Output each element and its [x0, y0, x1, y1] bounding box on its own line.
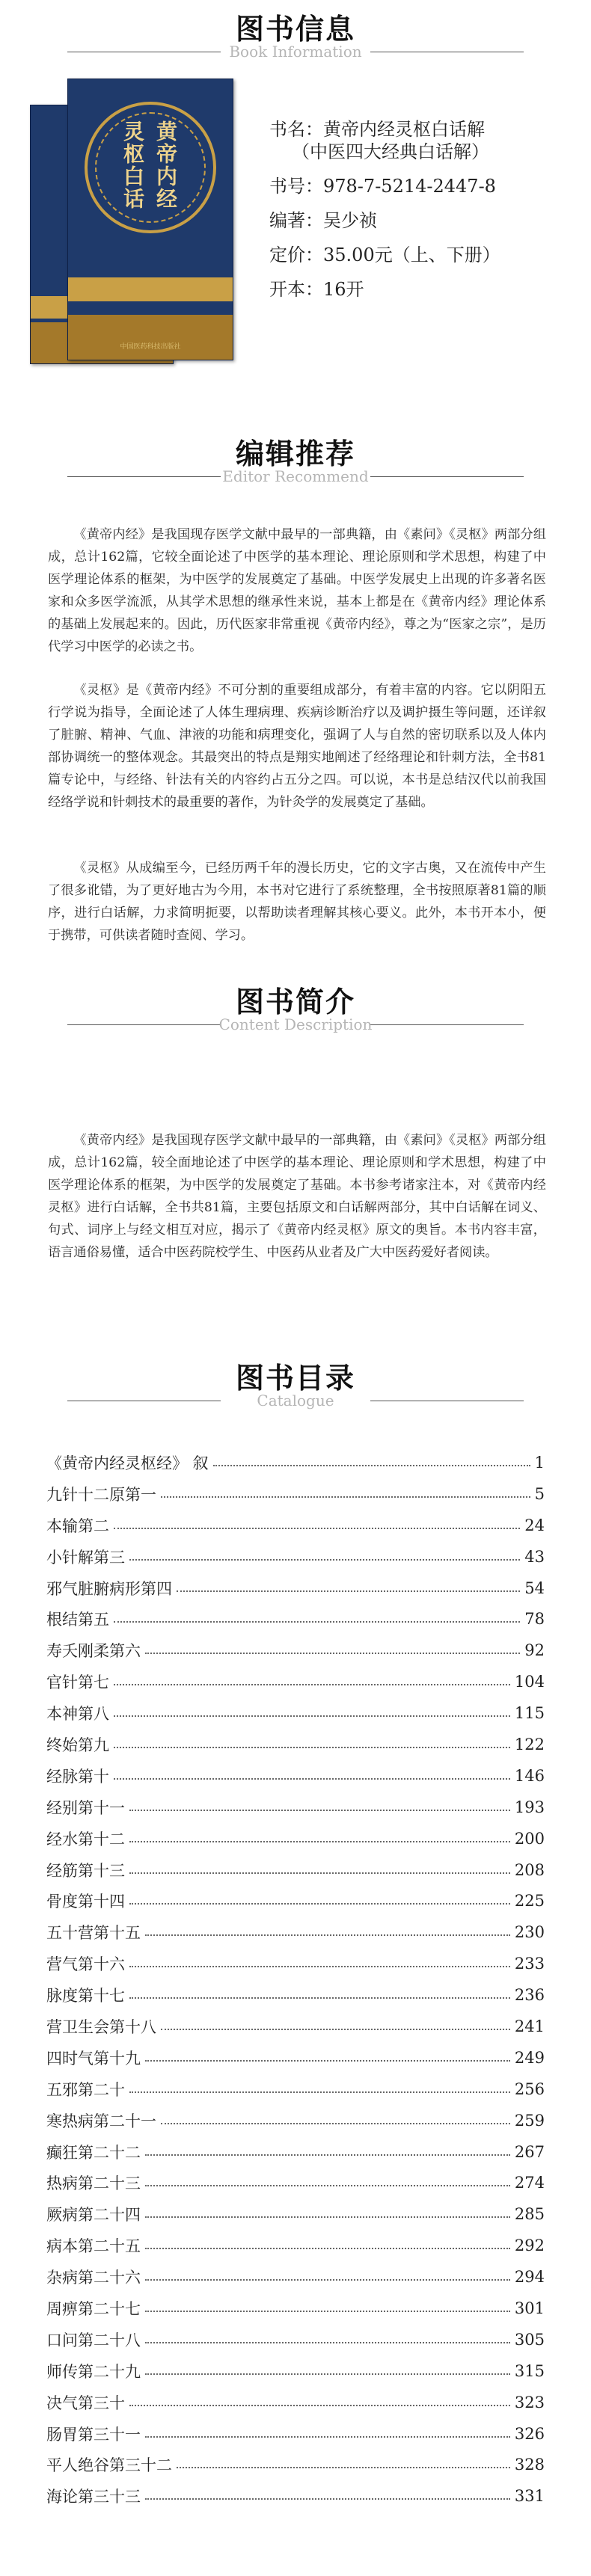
section-header-catalogue [0, 1352, 591, 1419]
book-series: （中医四大经典白话解） [292, 141, 489, 162]
toc-row [46, 2261, 545, 2293]
toc-dot-leader [114, 1528, 520, 1529]
toc-row [46, 1760, 545, 1792]
toc-chapter-title: 营卫生会第十八 [46, 2017, 156, 2036]
toc-page-number: 230 [514, 1923, 545, 1942]
toc-dot-leader [114, 1715, 510, 1717]
table-of-contents [46, 1447, 545, 2512]
cover-publisher: 中国医药科技出版社 [120, 343, 181, 351]
toc-page-number: 1 [534, 1453, 545, 1472]
info-row-isbn: 书号：978-7-5214-2447-8 [269, 176, 496, 197]
toc-chapter-title: 本神第八 [46, 1705, 109, 1724]
toc-chapter-title: 寒热病第二十一 [46, 2112, 156, 2130]
toc-row [46, 1823, 545, 1854]
toc-chapter-title: 经脉第十 [46, 1767, 109, 1786]
toc-page-number: 292 [514, 2237, 545, 2255]
toc-dot-leader [114, 1778, 510, 1780]
toc-chapter-title: 海论第三十三 [46, 2488, 141, 2506]
toc-row [46, 2324, 545, 2355]
toc-page-number: 78 [524, 1610, 545, 1629]
toc-row [46, 2293, 545, 2324]
toc-dot-leader [129, 2091, 510, 2093]
toc-page-number: 115 [514, 1704, 545, 1723]
toc-page-number: 315 [514, 2361, 545, 2380]
toc-chapter-title: 脉度第十七 [46, 1987, 125, 2005]
toc-chapter-title: 平人绝谷第三十二 [46, 2456, 172, 2475]
info-row-author: 编著：吴少祯 [269, 210, 377, 231]
book-price: 35.00元（上、下册） [323, 245, 500, 265]
toc-dot-leader [145, 2185, 510, 2186]
toc-chapter-title: 终始第九 [46, 1736, 109, 1754]
toc-page-number: 305 [514, 2330, 545, 2349]
toc-chapter-title: 邪气脏腑病形第四 [46, 1579, 172, 1598]
section-title: 图书信息 [235, 13, 355, 46]
toc-dot-leader [114, 1747, 510, 1748]
book-format: 16开 [323, 279, 364, 300]
toc-row [46, 2011, 545, 2042]
section-title: 图书目录 [235, 1362, 355, 1395]
book-author: 吴少祯 [323, 210, 377, 231]
content-description: 《黄帝内经》是我国现存医学文献中最早的一部典籍，由《素问》《灵枢》两部分组成，总计162篇，较全面地论述了中医学的基本理论、理论原则和学术思想，构建了中医学理论体系的框架，为中医学的发展奠定了基础。本书参考诸家注本，对《黄帝内经灵枢》进行白话解，全书共81篇，主要包括原文和白话解两部分，其中白话解在词义、句式、词序上与经文相互对应，揭示了《黄帝内经灵枢》原文的奥旨。本书内容丰富，语言通俗易懂，适合中医药院校学生、中医药从业者及广大中医药爱好者阅读。 [48, 1133, 546, 1260]
toc-chapter-title: 根结第五 [46, 1611, 109, 1629]
toc-dot-leader [129, 1810, 510, 1811]
toc-page-number: 323 [514, 2393, 545, 2411]
toc-dot-leader [129, 1559, 520, 1561]
toc-page-number: 104 [514, 1673, 545, 1691]
toc-row [46, 1916, 545, 1948]
toc-row [46, 1541, 545, 1573]
cover-title-line-2: 灵枢白话 [120, 120, 145, 210]
section-title: 图书简介 [235, 986, 355, 1018]
editor-paragraph: 《黄帝内经》是我国现存医学文献中最早的一部典籍，由《素问》《灵枢》两部分组成，总计162篇，它较全面论述了中医学的基本理论、理论原则和学术思想，构建了中医学理论体系的框架，为中医学的发展奠定了基础。中医学发展史上出现的许多著名医家和众多医学流派，从其学术思想的继承性来说，基本上都是在《黄帝内经》理论体系的基础上发展起来的。因此，历代医家非常重视《黄帝内经》，尊之为“医家之宗”，是历代学习中医学的必读之书。 [48, 527, 546, 654]
cover-title-line-1: 黄帝内经 [153, 120, 178, 210]
toc-row [46, 2230, 545, 2261]
toc-dot-leader [145, 2311, 510, 2312]
toc-row [46, 2074, 545, 2105]
toc-page-number: 54 [524, 1579, 545, 1597]
toc-dot-leader [145, 2154, 510, 2156]
toc-dot-leader [177, 2467, 510, 2468]
toc-dot-leader [145, 2216, 510, 2218]
toc-dot-leader [129, 2405, 510, 2406]
toc-page-number: 225 [514, 1892, 545, 1911]
section-subtitle: Catalogue [257, 1392, 334, 1410]
toc-row [46, 1603, 545, 1635]
toc-chapter-title: 《黄帝内经灵枢经》 叙 [46, 1454, 209, 1472]
toc-row [46, 2387, 545, 2418]
toc-chapter-title: 经筋第十三 [46, 1861, 125, 1880]
section-header-content [0, 976, 591, 1043]
toc-dot-leader [145, 2498, 510, 2500]
toc-dot-leader [145, 2436, 510, 2438]
toc-row [46, 2480, 545, 2512]
book-isbn: 978-7-5214-2447-8 [323, 176, 496, 197]
toc-chapter-title: 经水第十二 [46, 1830, 125, 1848]
toc-dot-leader [145, 2060, 510, 2062]
toc-chapter-title: 癫狂第二十二 [46, 2143, 141, 2162]
info-row-format: 开本：16开 [269, 279, 364, 300]
toc-page-number: 256 [514, 2079, 545, 2098]
toc-row [46, 2450, 545, 2481]
toc-chapter-title: 骨度第十四 [46, 1893, 125, 1911]
toc-dot-leader [129, 1872, 510, 1874]
toc-page-number: 331 [514, 2487, 545, 2506]
toc-page-number: 259 [514, 2111, 545, 2130]
toc-page-number: 285 [514, 2205, 545, 2224]
toc-page-number: 241 [514, 2017, 545, 2035]
toc-page-number: 236 [514, 1986, 545, 2005]
toc-page-number: 326 [514, 2424, 545, 2443]
section-header-info [0, 3, 591, 70]
toc-dot-leader [145, 1934, 510, 1936]
toc-chapter-title: 小针解第三 [46, 1548, 125, 1567]
toc-chapter-title: 口问第二十八 [46, 2331, 141, 2349]
book-cover-front [67, 79, 233, 360]
section-subtitle: Content Description [218, 1015, 373, 1033]
toc-chapter-title: 九针十二原第一 [46, 1485, 156, 1504]
toc-dot-leader [145, 2248, 510, 2249]
toc-page-number: 249 [514, 2048, 545, 2067]
editor-paragraph: 《灵枢》从成编至今，已经历两千年的漫长历史，它的文字古奥，又在流传中产生了很多讹错，为了更好地古为今用，本书对它进行了系统整理，全书按照原著81篇的顺序，进行白话解，力求简明扼要，以帮助读者理解其核心要义。此外，本书开本小，便于携带，可供读者随时查阅、学习。 [48, 861, 546, 943]
toc-dot-leader [114, 1621, 520, 1623]
toc-row [46, 2042, 545, 2074]
book-info-list [269, 118, 576, 313]
toc-row [46, 1573, 545, 1604]
toc-row [46, 1729, 545, 1760]
section-subtitle: Editor Recommend [222, 467, 369, 485]
toc-dot-leader [145, 2342, 510, 2343]
toc-row [46, 2167, 545, 2198]
toc-chapter-title: 病本第二十五 [46, 2237, 141, 2256]
toc-page-number: 24 [524, 1516, 545, 1534]
toc-page-number: 274 [514, 2174, 545, 2192]
toc-dot-leader [129, 1997, 510, 1999]
toc-row [46, 2418, 545, 2450]
toc-chapter-title: 经别第十一 [46, 1798, 125, 1817]
toc-row [46, 1478, 545, 1510]
toc-chapter-title: 营气第十六 [46, 1955, 125, 1974]
toc-chapter-title: 官针第七 [46, 1673, 109, 1692]
info-row-price: 定价：35.00元（上、下册） [269, 245, 500, 265]
book-title: 黄帝内经灵枢白话解 [323, 119, 485, 140]
toc-chapter-title: 四时气第十九 [46, 2049, 141, 2068]
toc-dot-leader [161, 1496, 530, 1498]
toc-row [46, 1510, 545, 1541]
toc-row [46, 1666, 545, 1697]
toc-page-number: 43 [524, 1547, 545, 1566]
toc-row [46, 1885, 545, 1916]
toc-dot-leader [177, 1590, 520, 1592]
toc-dot-leader [145, 1653, 520, 1654]
toc-chapter-title: 热病第二十三 [46, 2174, 141, 2193]
toc-page-number: 208 [514, 1860, 545, 1879]
toc-page-number: 200 [514, 1829, 545, 1848]
toc-chapter-title: 厥病第二十四 [46, 2206, 141, 2225]
toc-dot-leader [129, 1903, 510, 1905]
toc-chapter-title: 本输第二 [46, 1516, 109, 1535]
toc-chapter-title: 肠胃第三十一 [46, 2425, 141, 2444]
toc-dot-leader [129, 1966, 510, 1967]
toc-row [46, 1697, 545, 1729]
toc-row [46, 1948, 545, 1979]
toc-row [46, 2136, 545, 2168]
toc-page-number: 122 [514, 1735, 545, 1753]
toc-page-number: 301 [514, 2299, 545, 2317]
toc-chapter-title: 师传第二十九 [46, 2362, 141, 2381]
toc-page-number: 193 [514, 1798, 545, 1816]
toc-chapter-title: 寿夭刚柔第六 [46, 1642, 141, 1661]
toc-dot-leader [213, 1465, 530, 1466]
toc-chapter-title: 五十营第十五 [46, 1924, 141, 1943]
toc-dot-leader [129, 1841, 510, 1842]
editor-paragraph: 《灵枢》是《黄帝内经》不可分割的重要组成部分，有着丰富的内容。它以阴阳五行学说为指导，全面论述了人体生理病理、疾病诊断治疗以及调护摄生等问题，还详叙了脏腑、精神、气血、津液的功能和病理变化，强调了人与自然的密切联系以及人体内部协调统一的整体观念。其最突出的特点是翔实地阐述了经络理论和针刺方法，全书81篇专论中，与经络、针法有关的内容约占五分之四。可以说，本书是总结汉代以前我国经络学说和针刺技术的最重要的著作，为针灸学的发展奠定了基础。 [48, 683, 546, 810]
section-subtitle: Book Information [229, 43, 362, 61]
toc-dot-leader [161, 2123, 510, 2124]
toc-row [46, 1635, 545, 1666]
toc-dot-leader [145, 2373, 510, 2375]
toc-dot-leader [161, 2029, 510, 2030]
toc-dot-leader [145, 2279, 510, 2281]
book-cover-image [30, 71, 247, 393]
toc-row [46, 1979, 545, 2011]
toc-page-number: 267 [514, 2142, 545, 2161]
toc-page-number: 92 [524, 1641, 545, 1660]
toc-page-number: 5 [534, 1484, 545, 1503]
toc-chapter-title: 决气第三十 [46, 2394, 125, 2412]
toc-row [46, 1447, 545, 1478]
toc-row [46, 2105, 545, 2136]
toc-chapter-title: 五邪第二十 [46, 2080, 125, 2099]
section-header-editor [0, 428, 591, 495]
toc-page-number: 233 [514, 1955, 545, 1973]
section-title: 编辑推荐 [235, 437, 355, 470]
toc-row [46, 2198, 545, 2230]
toc-row [46, 1792, 545, 1823]
info-row-title: 书名：黄帝内经灵枢白话解 （中医四大经典白话解） [269, 118, 576, 163]
toc-chapter-title: 杂病第二十六 [46, 2269, 141, 2287]
toc-row [46, 1854, 545, 1886]
toc-page-number: 328 [514, 2456, 545, 2474]
toc-chapter-title: 周痹第二十七 [46, 2299, 141, 2318]
toc-page-number: 146 [514, 1766, 545, 1785]
toc-page-number: 294 [514, 2268, 545, 2287]
toc-dot-leader [114, 1684, 510, 1685]
toc-row [46, 2355, 545, 2387]
